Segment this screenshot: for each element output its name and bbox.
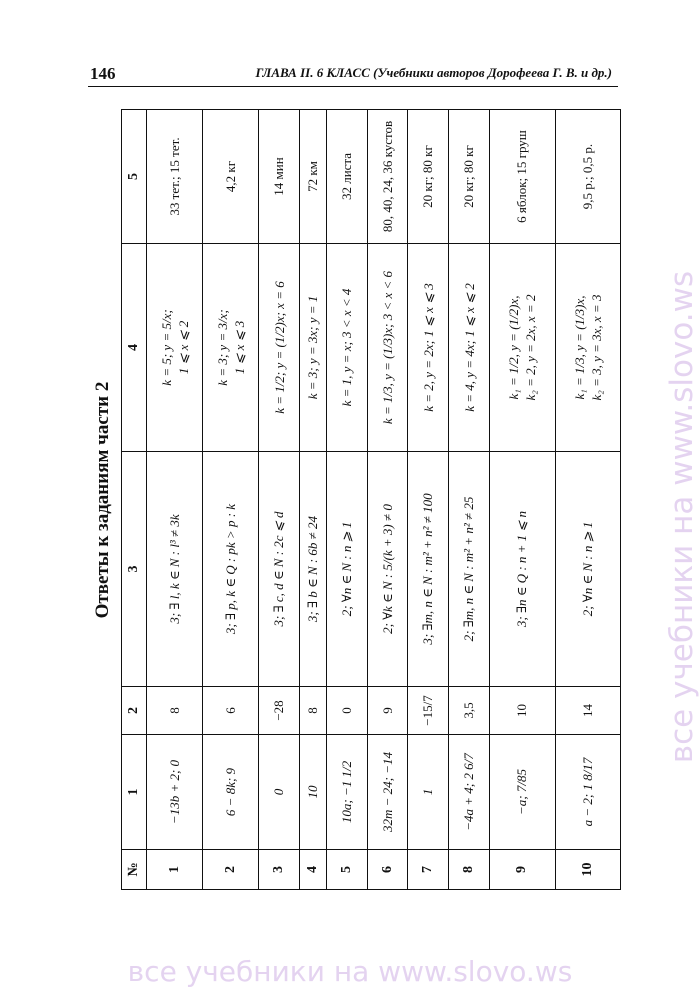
row-number: 2 <box>203 850 259 890</box>
watermark-side-text: все учебники на www.slovo.ws <box>664 270 700 764</box>
answer-cell-2: 8 <box>147 687 203 735</box>
answer-cell-3: 3; ∃n ∈ Q : n + 1 ⩽ n <box>490 452 555 687</box>
answer-cell-1: −13b + 2; 0 <box>147 735 203 850</box>
answer-cell-5: 14 мин <box>259 110 300 244</box>
answer-cell-3: 3; ∃ c, d ∈ N : 2c ⩽ d <box>259 452 300 687</box>
answer-line: k = 1, y = x; 3 < x < 4 <box>339 288 355 407</box>
answer-cell-5: 9,5 р.; 0,5 р. <box>555 110 620 244</box>
answer-cell-3: 3; ∃m, n ∈ N : m² + n² ≠ 100 <box>408 452 449 687</box>
table-row <box>449 110 490 890</box>
answer-line: 1 ⩽ x ⩽ 3 <box>231 320 247 375</box>
column-header-5: 5 <box>122 110 147 244</box>
answer-line: k = 1/3, y = (1/3)x; 3 < x < 6 <box>380 270 396 425</box>
row-number: 7 <box>408 850 449 890</box>
table-title: Ответы к заданиям части 2 <box>92 381 113 619</box>
answer-cell-5: 20 кг; 80 кг <box>408 110 449 244</box>
watermark-bottom: все учебники на www.slovo.ws <box>127 955 573 988</box>
answer-line: 1 ⩽ x ⩽ 2 <box>175 320 191 375</box>
answer-cell-3: 2; ∀k ∈ N : 5/(k + 3) ≠ 0 <box>367 452 408 687</box>
answer-cell-2: 14 <box>555 687 620 735</box>
table-row <box>259 110 300 890</box>
column-header-3: 3 <box>122 452 147 687</box>
table-row <box>555 110 620 890</box>
answer-cell-4 <box>490 244 555 452</box>
answer-cell-3: 3; ∃ b ∈ N : 6b ≠ 24 <box>300 452 327 687</box>
answer-cell-2: −15/7 <box>408 687 449 735</box>
row-number: 3 <box>259 850 300 890</box>
answer-cell-2: 8 <box>300 687 327 735</box>
answer-line: k = 4, y = 4x; 1 ⩽ x ⩽ 2 <box>461 283 477 412</box>
answer-cell-4 <box>203 244 259 452</box>
column-header-1: 1 <box>122 735 147 850</box>
answer-cell-1: a − 2; 1 8/17 <box>555 735 620 850</box>
answer-line: k = 3; y = 3/x; <box>214 309 230 386</box>
answer-cell-1: 1 <box>408 735 449 850</box>
row-number: 6 <box>367 850 408 890</box>
answer-cell-3: 2; ∀n ∈ N : n ⩾ 1 <box>326 452 367 687</box>
answer-cell-5: 80, 40, 24, 36 кустов <box>367 110 408 244</box>
answer-cell-4 <box>449 244 490 452</box>
column-header-4: 4 <box>122 244 147 452</box>
answer-cell-4 <box>259 244 300 452</box>
answer-cell-1: 10 <box>300 735 327 850</box>
answer-cell-1: 32m − 24; −14 <box>367 735 408 850</box>
table-row <box>300 110 327 890</box>
answer-cell-1: −4a + 4; 2 6/7 <box>449 735 490 850</box>
table-row <box>367 110 408 890</box>
answer-line: k = 3; y = 3x; y = 1 <box>305 295 321 400</box>
answer-line: k₂ = 2, y = 2x, x = 2 <box>523 294 539 401</box>
answer-cell-3: 3; ∃ p, k ∈ Q : pk > p : k <box>203 452 259 687</box>
answer-line: k = 2, y = 2x; 1 ⩽ x ⩽ 3 <box>420 283 436 412</box>
row-number: 4 <box>300 850 327 890</box>
answer-cell-5: 4,2 кг <box>203 110 259 244</box>
answer-cell-4 <box>300 244 327 452</box>
page-number: 146 <box>90 64 116 83</box>
answer-cell-5: 32 листа <box>326 110 367 244</box>
answer-cell-4 <box>555 244 620 452</box>
answer-cell-2: 0 <box>326 687 367 735</box>
answer-cell-2: −28 <box>259 687 300 735</box>
answer-cell-4 <box>408 244 449 452</box>
answer-cell-4 <box>147 244 203 452</box>
table-row <box>147 110 203 890</box>
answer-cell-1: 0 <box>259 735 300 850</box>
answer-cell-5: 6 яблок; 15 груш <box>490 110 555 244</box>
answer-line: k₁ = 1/3, y = (1/3)x, <box>571 295 587 400</box>
row-number: 9 <box>490 850 555 890</box>
answer-line: k = 5; y = 5/x; <box>158 309 174 386</box>
answer-cell-5: 72 км <box>300 110 327 244</box>
row-number: 1 <box>147 850 203 890</box>
table-header-row <box>122 110 147 890</box>
answer-cell-5: 33 тет.; 15 тет. <box>147 110 203 244</box>
answer-line: k₁ = 1/2, y = (1/2)x, <box>506 295 522 400</box>
answer-cell-1: 10a; −1 1/2 <box>326 735 367 850</box>
answer-cell-3: 2; ∀n ∈ N : n ⩾ 1 <box>555 452 620 687</box>
answer-cell-3: 3; ∃ l, k ∈ N : l³ ≠ 3k <box>147 452 203 687</box>
table-row <box>408 110 449 890</box>
answer-cell-1: −a; 7/85 <box>490 735 555 850</box>
row-number: 10 <box>555 850 620 890</box>
answer-cell-5: 20 кг; 80 кг <box>449 110 490 244</box>
answer-cell-2: 6 <box>203 687 259 735</box>
answer-cell-4 <box>326 244 367 452</box>
row-number: 5 <box>326 850 367 890</box>
answer-cell-1: 6 − 8k; 9 <box>203 735 259 850</box>
running-title: ГЛАВА II. 6 КЛАСС (Учебники авторов Дорофеева Г. В. и др.) <box>255 65 612 80</box>
answer-line: k₂ = 3, y = 3x, x = 3 <box>588 294 604 401</box>
answer-cell-2: 10 <box>490 687 555 735</box>
answer-cell-2: 9 <box>367 687 408 735</box>
answers-table <box>121 109 621 890</box>
answer-cell-2: 3,5 <box>449 687 490 735</box>
answer-line: k = 1/2; y = (1/2)x; x = 6 <box>271 281 287 414</box>
table-row <box>490 110 555 890</box>
table-row <box>326 110 367 890</box>
table-row <box>203 110 259 890</box>
rotated-answer-table-block <box>85 110 625 890</box>
column-header-2: 2 <box>122 687 147 735</box>
answer-cell-3: 2; ∃m, n ∈ N : m² + n² ≠ 25 <box>449 452 490 687</box>
column-header-number: № <box>122 850 147 890</box>
watermark-side <box>660 148 700 850</box>
row-number: 8 <box>449 850 490 890</box>
answer-cell-4 <box>367 244 408 452</box>
page-header <box>88 62 618 87</box>
